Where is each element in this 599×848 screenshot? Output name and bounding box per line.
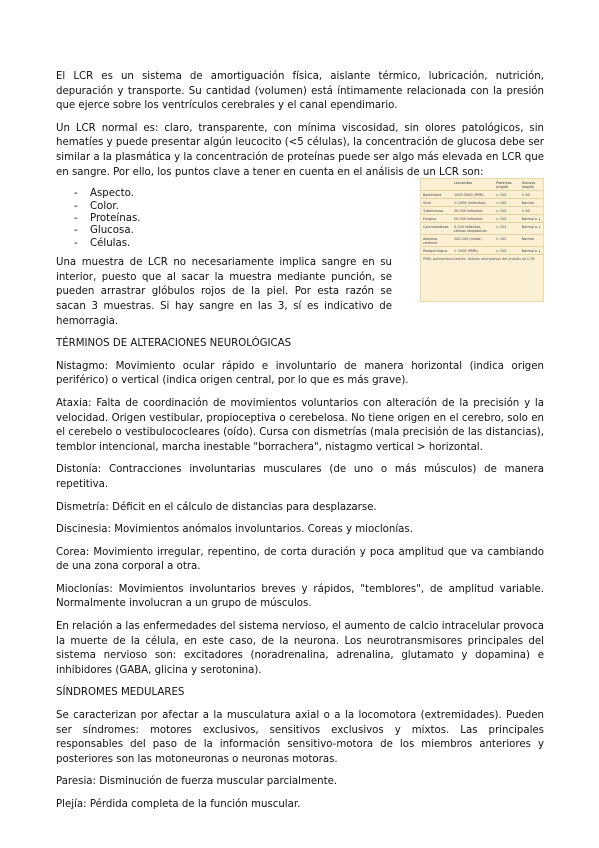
- list-item: - Proteínas.: [74, 213, 544, 225]
- medulares-paragraph: Se caracterizan por afectar a la musculatura axial o a la locomotora (extremidades). Pueden ser síndromes: motores exclusivos, sensitivos exclusivos y mixtos. Las principales responsables del paso de la información sensitivo-motora de los miembros anteriores y posteriores son las motoneuronas o neuronas motoras.: [56, 710, 544, 765]
- table-cell: Absceso cerebral: [421, 235, 452, 247]
- list-item: - Color.: [74, 201, 544, 213]
- section-heading-medulares: SÍNDROMES MEDULARES: [56, 687, 185, 699]
- table-cell: Postquirúrgico: [421, 247, 452, 255]
- table-cell: Tuberculosa: [421, 207, 452, 215]
- paresia-paragraph: Paresia: Disminución de fuerza muscular parcialmente.: [56, 776, 338, 788]
- intro-paragraph-2: Un LCR normal es: claro, transparente, con mínima viscosidad, sin olores patológicos, sin hematíes y puede presentar algún leucocito (<5 células), la concentración de glucosa debe ser similar a la plasmática y la concentración de proteínas puede ser algo más elevada en LCR que en sangre. Por ello, los puntos clave a tener en cuenta en el análisis de un LCR son:: [56, 122, 544, 178]
- table-row: [421, 247, 543, 255]
- table-cell: > 100: [494, 191, 520, 199]
- table-cell: Fúngica: [421, 215, 452, 223]
- table-cell: < 1000 (linfocitos): [452, 199, 494, 207]
- table-cell: < 40: [520, 207, 543, 215]
- intro-paragraph-1: El LCR es un sistema de amortiguación física, aislante térmico, lubricación, nutrición, depuración y transporte. Su cantidad (volumen) está íntimamente relacionada con la presión que ejerce sobre los ventrículos cerebrales y el canal ependimario.: [56, 71, 544, 112]
- nistagmo-paragraph: Nistagmo: Movimiento ocular rápido e involuntario de manera horizontal (indica origen periférico) o vertical (indica origen central, por lo que es más grave).: [56, 360, 544, 387]
- table-row: [421, 215, 543, 223]
- table-footnote: PMN: polimorfonucleares. Valores orientativos del análisis de LCR.: [423, 257, 536, 261]
- corea-paragraph: Corea: Movimiento irregular, repentino, de corta duración y poca amplitud que va cambiando de una zona corporal a otra.: [56, 546, 544, 573]
- list-item: - Glucosa.: [74, 225, 544, 237]
- table-cell: > 100: [494, 215, 520, 223]
- table-cell: < 40: [520, 191, 543, 199]
- table-cell: Normal: [520, 199, 543, 207]
- blood-sample-paragraph: Una muestra de LCR no necesariamente implica sangre en su interior, puesto que al sacar la muestra mediante punción, se pueden arrastrar glóbulos rojos de la piel. Por esta razón se sacan 3 muestras. Si hay sangre en las 3, sí es indicativo de hemorragia.: [56, 257, 392, 327]
- table-row: [421, 223, 543, 235]
- distonia-paragraph: Distonía: Contracciones involuntarias musculares (de uno o más músculos) de manera repetitiva.: [56, 464, 544, 490]
- table-cell: 50-500 linfocitos: [452, 207, 494, 215]
- dismetria-paragraph: Dismetría: Déficit en el cálculo de distancias para desplazarse.: [56, 501, 377, 513]
- calcio-paragraph: En relación a las enfermedades del sistema nervioso, el aumento de calcio intracelular provoca la muerte de la célula, en este caso, de la neurona. Los neurotransmisores principales del sistema nervioso son: excitadores (noradrenalina, adrenalina, glutamato y dopamina) e inhibidores (GABA, glicina y serotonina).: [56, 621, 544, 676]
- list-item: - Aspecto.: [74, 188, 544, 200]
- table-cell: > 100: [494, 235, 520, 247]
- table-header-row: [421, 179, 543, 191]
- table-header: [421, 179, 452, 191]
- table-cell: Carcinomatosa: [421, 223, 452, 235]
- lcr-reference-table-image: [420, 178, 544, 302]
- mioclonias-paragraph: Mioclonías: Movimientos involuntarios breves y rápidos, "temblores", de amplitud variable. Normalmente involucran a un grupo de músculos.: [56, 583, 544, 610]
- table-cell: 20-500 linfocitos: [452, 215, 494, 223]
- table-header: Glucosa (mg/dl): [520, 179, 543, 191]
- table-cell: Bacteriana: [421, 191, 452, 199]
- table-cell: < 100: [494, 199, 520, 207]
- table-row: [421, 191, 543, 199]
- table-cell: > 100: [494, 223, 520, 235]
- table-row: [421, 235, 543, 247]
- discinesia-paragraph: Discinesia: Movimientos anómalos involuntarios. Coreas y mioclonías.: [56, 524, 413, 536]
- plejia-paragraph: Plejía: Pérdida completa de la función muscular.: [56, 799, 301, 810]
- table-cell: Normal: [520, 235, 543, 247]
- table-cell: Normal o ↓: [520, 223, 543, 235]
- table-cell: > 100: [494, 207, 520, 215]
- ataxia-paragraph: Ataxia: Falta de coordinación de movimientos voluntarios con alteración de la precisión y la velocidad. Origen vestibular, propioceptiva o cerebelosa. No tiene origen en el cerebro, solo en el cerebelo o vestibulococleares (oído). Cursa con dismetrías (mala precisión de las distancias), temblor intencional, marcha inestable "borrachera", nistagmo vertical > horizontal.: [56, 397, 544, 453]
- table-body: [421, 191, 543, 255]
- table-cell: 0-100 linfocitos, células neoplásicas: [452, 223, 494, 235]
- table-header: Proteínas (mg/dl): [494, 179, 520, 191]
- table-row: [421, 207, 543, 215]
- table-cell: Normal o ↓: [520, 215, 543, 223]
- table-cell: 100-200 (mixto): [452, 235, 494, 247]
- list-item: - Células.: [74, 238, 544, 250]
- table-row: [421, 199, 543, 207]
- table-cell: > 1000 (PMN): [452, 247, 494, 255]
- table-cell: Viral: [421, 199, 452, 207]
- table-cell: 1000-5000 (PMN): [452, 191, 494, 199]
- table-cell: Normal o ↓: [520, 247, 543, 255]
- table-cell: > 100: [494, 247, 520, 255]
- table-header: Leucocitos: [452, 179, 494, 191]
- section-heading-neuro: TÉRMINOS DE ALTERACIONES NEUROLÓGICAS: [56, 338, 292, 350]
- lcr-table: [421, 179, 543, 255]
